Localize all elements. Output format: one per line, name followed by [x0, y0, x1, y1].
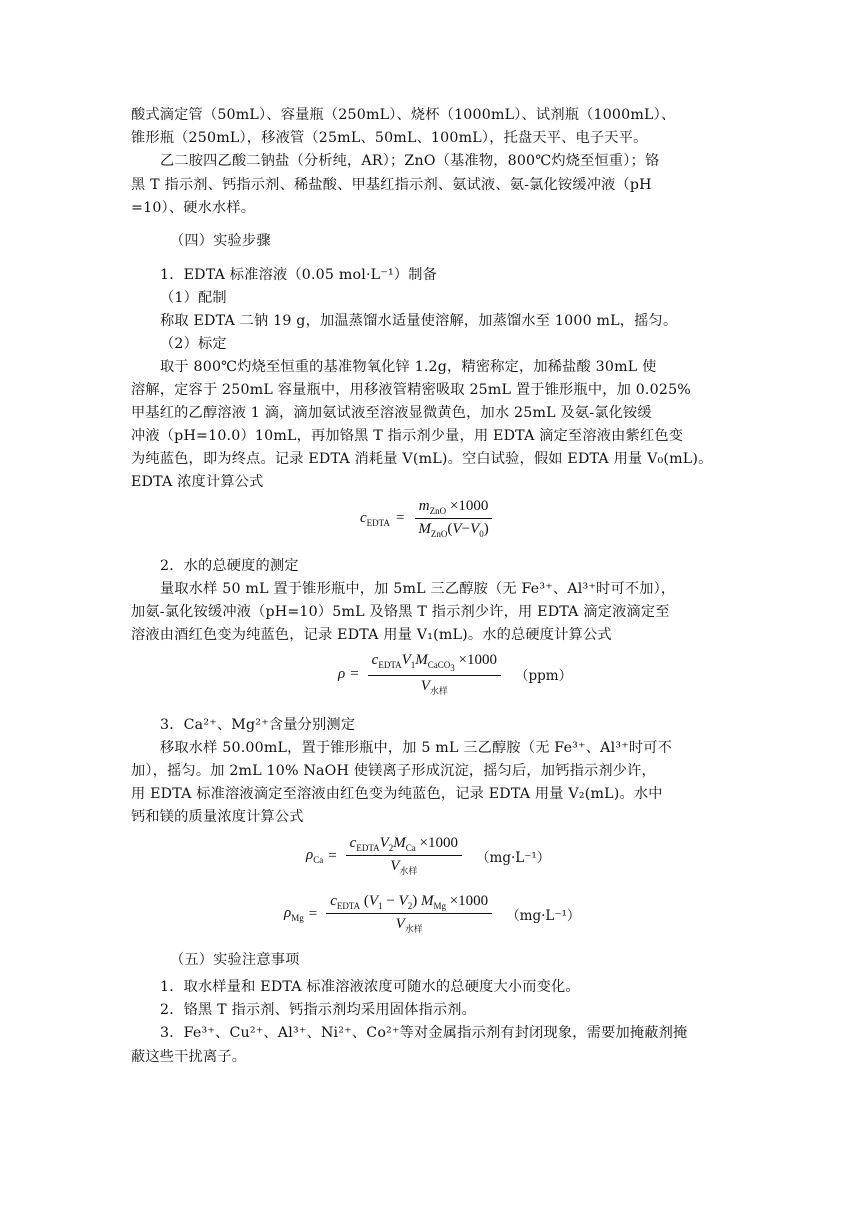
formula-total-hardness: ρ = $\frac{c_{EDTA}V_1M_{CaCO_3} \times 1000}{V_{水样}}$ （ppm） — [338, 652, 573, 696]
text-line: 黑 T 指示剂、钙指示剂、稀盐酸、甲基红指示剂、氨试液、氨-氯化铵缓冲液（pH — [131, 177, 652, 193]
text-line: 用 EDTA 标准溶液滴定至溶液由红色变为纯蓝色，记录 EDTA 用量 V₂(mL)。水中 — [131, 786, 663, 802]
unit-label: （mg·L⁻¹） — [476, 850, 551, 866]
text-line: 加），摇匀。加 2mL 10% NaOH 使镁离子形成沉淀，摇匀后，加钙指示剂少许， — [131, 763, 656, 779]
text-line: （1）配制 — [160, 290, 227, 306]
formula-magnesium: $\rho_{Mg}$ = $\frac{c_{EDTA} (V_1 - V_2) M_{Mg} \times 1000}{V_{水样}}$ （mg·L⁻¹） — [284, 893, 581, 934]
text-line: 量取水样 50 mL 置于锥形瓶中，加 5mL 三乙醇胺（无 Fe³⁺、Al³⁺时可不加）， — [160, 581, 676, 597]
text-line: 溶液由酒红色变为纯蓝色，记录 EDTA 用量 V₁(mL)。水的总硬度计算公式 — [131, 627, 612, 643]
formula-calcium: $\rho_{Ca}$ = $\frac{c_{EDTA}V_2M_{Ca} \times 1000}{V_{水样}}$ （mg·L⁻¹） — [306, 835, 551, 876]
text-line: =10）、硬水水样。 — [131, 200, 256, 216]
unit-label: （ppm） — [515, 668, 573, 685]
unit-label: （mg·L⁻¹） — [506, 908, 581, 924]
text-line: 取于 800℃灼烧至恒重的基准物氧化锌 1.2g，精密称定，加稀盐酸 30mL 使 — [160, 359, 657, 375]
text-line: 冲液（pH=10.0）10mL，再加铬黑 T 指示剂少量，用 EDTA 滴定至溶液由紫红色变 — [131, 428, 684, 444]
text-line: 加氨-氯化铵缓冲液（pH=10）5mL 及铬黑 T 指示剂少许，用 EDTA 滴定液滴定至 — [131, 604, 670, 620]
text-line: 酸式滴定管（50mL）、容量瓶（250mL）、烧杯（1000mL）、试剂瓶（1000mL）、 — [131, 107, 676, 123]
subsection-heading: 1．EDTA 标准溶液（0.05 mol·L⁻¹）制备 — [160, 267, 438, 283]
text-line: 称取 EDTA 二钠 19 g，加温蒸馏水适量使溶解，加蒸馏水至 1000 mL，摇匀。 — [160, 313, 678, 329]
text-line: 为纯蓝色，即为终点。记录 EDTA 消耗量 V(mL)。空白试验，假如 EDTA 用量 V₀(mL)。 — [131, 451, 713, 467]
section-heading: （五）实验注意事项 — [170, 952, 300, 968]
subsection-heading: 3．Ca²⁺、Mg²⁺含量分别测定 — [160, 717, 356, 733]
text-line: 锥形瓶（250mL），移液管（25mL、50mL、100mL），托盘天平、电子天平。 — [131, 130, 648, 146]
text-line: 蔽这些干扰离子。 — [131, 1049, 247, 1065]
text-line: EDTA 浓度计算公式 — [131, 474, 264, 490]
section-heading: （四）实验步骤 — [170, 233, 271, 249]
text-line: 移取水样 50.00mL，置于锥形瓶中，加 5 mL 三乙醇胺（无 Fe³⁺、Al³⁺时可不 — [160, 740, 673, 756]
text-line: 2．铬黑 T 指示剂、钙指示剂均采用固体指示剂。 — [160, 1002, 477, 1018]
text-line: 甲基红的乙醇溶液 1 滴，滴加氨试液至溶液显微黄色，加水 25mL 及氨-氯化铵缓 — [131, 405, 652, 421]
text-line: 3．Fe³⁺、Cu²⁺、Al³⁺、Ni²⁺、Co²⁺等对金属指示剂有封闭现象，需要加掩蔽剂掩 — [160, 1025, 688, 1041]
formula-edta-concentration: $c_{EDTA}$ = $\frac{m_{ZnO} \times 1000}{M_{ZnO}(V-V_0)}$ — [360, 498, 497, 539]
text-line: 钙和镁的质量浓度计算公式 — [131, 809, 304, 825]
text-line: 乙二胺四乙酸二钠盐（分析纯，AR）；ZnO（基准物，800℃灼烧至恒重）；铬 — [160, 153, 660, 169]
text-line: （2）标定 — [160, 336, 227, 352]
text-line: 1．取水样量和 EDTA 标准溶液浓度可随水的总硬度大小而变化。 — [160, 979, 580, 995]
subsection-heading: 2．水的总硬度的测定 — [160, 558, 299, 574]
text-line: 溶解，定容于 250mL 容量瓶中，用移液管精密吸取 25mL 置于锥形瓶中，加 0.025% — [131, 382, 691, 398]
